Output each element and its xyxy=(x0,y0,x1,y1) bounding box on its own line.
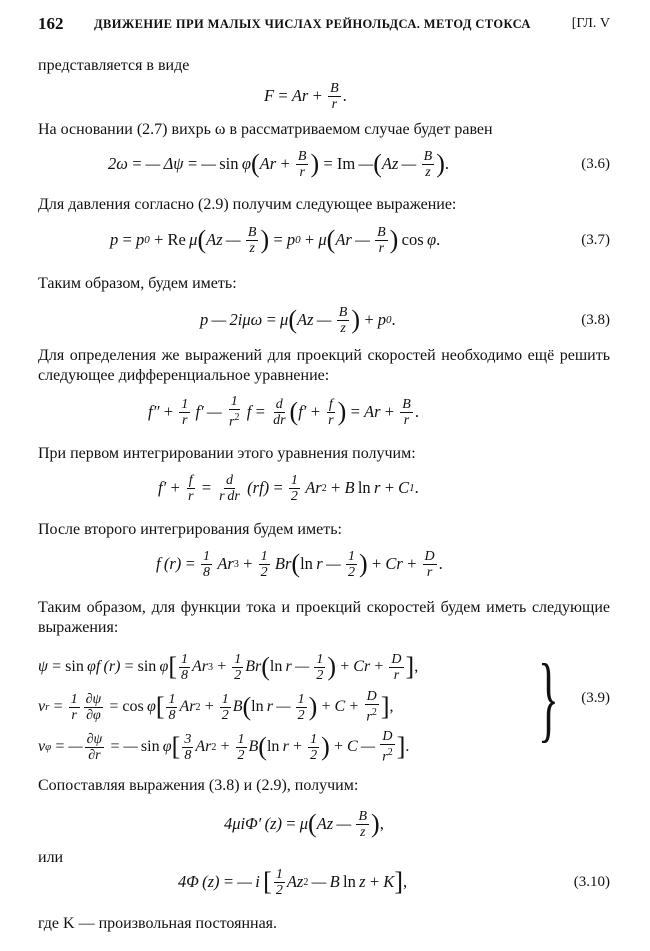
page-number: 162 xyxy=(38,14,64,33)
equation-row-vphi: v φ = — $\frac{\partial\psi}{\partial r}$ = — sin φ [ $\frac{3}{8}$ Ar 2 + $\frac{1}{2}$ B ( ln r + $\frac{1}{2}$ ) + C — $\frac{D}{r^2}$ ] . xyxy=(38,729,410,765)
paragraph: После второго интегрирования будем иметь: xyxy=(38,521,342,538)
equation-number: (3.6) xyxy=(581,155,610,172)
equation-3-6: 2ω = — Δψ = — sin φ ( Ar + $\frac{B}{r}$ ) = Im — ( Az — $\frac{B}{z}$ ) . (3.6) xyxy=(38,144,610,184)
equation-3-10: 4Φ (z) = — i [ $\frac{1}{2}$ Az 2 — B ln z + K ] , (3.10) xyxy=(38,862,610,902)
paragraph: где K — произвольная постоянная. xyxy=(38,915,278,932)
equation-3-7: p = p 0 + Re μ ( Az — $\frac{B}{z}$ ) = p 0 + μ ( Ar — $\frac{B}{r}$ ) cos φ . (3.7) xyxy=(38,220,610,260)
equation-3-8: p — 2iμω = μ ( Az — $\frac{B}{z}$ ) + p 0 . (3.8) xyxy=(38,300,610,340)
equation-system-3-9 xyxy=(38,644,610,766)
equation-number: (3.7) xyxy=(581,231,610,248)
paragraph: Для определения же выражений для проекций скоростей необходимо ещё решить следующее дифференциальное уравнение: xyxy=(38,347,610,384)
paragraph: Сопоставляя выражения (3.8) и (2.9), получим: xyxy=(38,777,359,794)
paragraph: На основании (2.7) вихрь ω в рассматриваемом случае будет равен xyxy=(38,121,493,138)
equation-force: F = Ar + $\frac{B}{r}$ . xyxy=(264,80,347,112)
paragraph: Таким образом, будем иметь: xyxy=(38,275,237,292)
equation-comparison: 4μiΦ′ (z) = μ ( Az — $\frac{B}{z}$ ) , xyxy=(224,808,384,840)
equation-first-integral: f′ + $\frac{f}{r}$ = $\frac{d}{\text{r dr}}$ (rf) = $\frac{1}{2}$ Ar 2 + B ln r + C 1 . xyxy=(158,472,419,504)
equation-second-integral: f (r) = $\frac{1}{8}$ Ar 3 + $\frac{1}{2}$ Br ( ln r — $\frac{1}{2}$ ) + Cr + $\frac{D}{r}$ . xyxy=(156,548,443,580)
paragraph: или xyxy=(38,849,64,866)
equation-row-psi: ψ = sin φf (r) = sin φ [ $\frac{1}{8}$ Ar 3 + $\frac{1}{2}$ Br ( ln r — $\frac{1}{2}$ ) + Cr + $\frac{D}{r}$ ] , xyxy=(38,651,419,683)
right-brace: } xyxy=(538,644,559,751)
equation-number: (3.9) xyxy=(581,690,610,706)
paragraph: Таким образом, для функции тока и проекций скоростей будем иметь следующие выражения: xyxy=(38,599,610,636)
paragraph: При первом интегрировании этого уравнения получим: xyxy=(38,445,416,462)
paragraph: Для давления согласно (2.9) получим следующее выражение: xyxy=(38,196,457,213)
equation-number: (3.8) xyxy=(581,311,610,328)
equation-row-vr: v r = $\frac{1}{r}$ $\frac{\partial\psi}{\partial\varphi}$ = cos φ [ $\frac{1}{8}$ Ar 2 + $\frac{1}{2}$ B ( ln r — $\frac{1}{2}$ ) + C + $\frac{D}{r^2}$ ] , xyxy=(38,689,394,725)
page-header xyxy=(38,14,610,38)
chapter-label: [ГЛ. V xyxy=(571,16,610,31)
equation-differential: f″ + $\frac{1}{r}$ f′ — $\frac{1}{r^2}$ f = $\frac{d}{dr}$ ( f′ + $\frac{f}{r}$ ) = Ar + $\frac{B}{r}$ . xyxy=(148,394,419,430)
running-title: ДВИЖЕНИЕ ПРИ МАЛЫХ ЧИСЛАХ РЕЙНОЛЬДСА. МЕТОД СТОКСА xyxy=(94,17,531,31)
paragraph: представляется в виде xyxy=(38,57,190,74)
equation-number: (3.10) xyxy=(573,873,610,890)
